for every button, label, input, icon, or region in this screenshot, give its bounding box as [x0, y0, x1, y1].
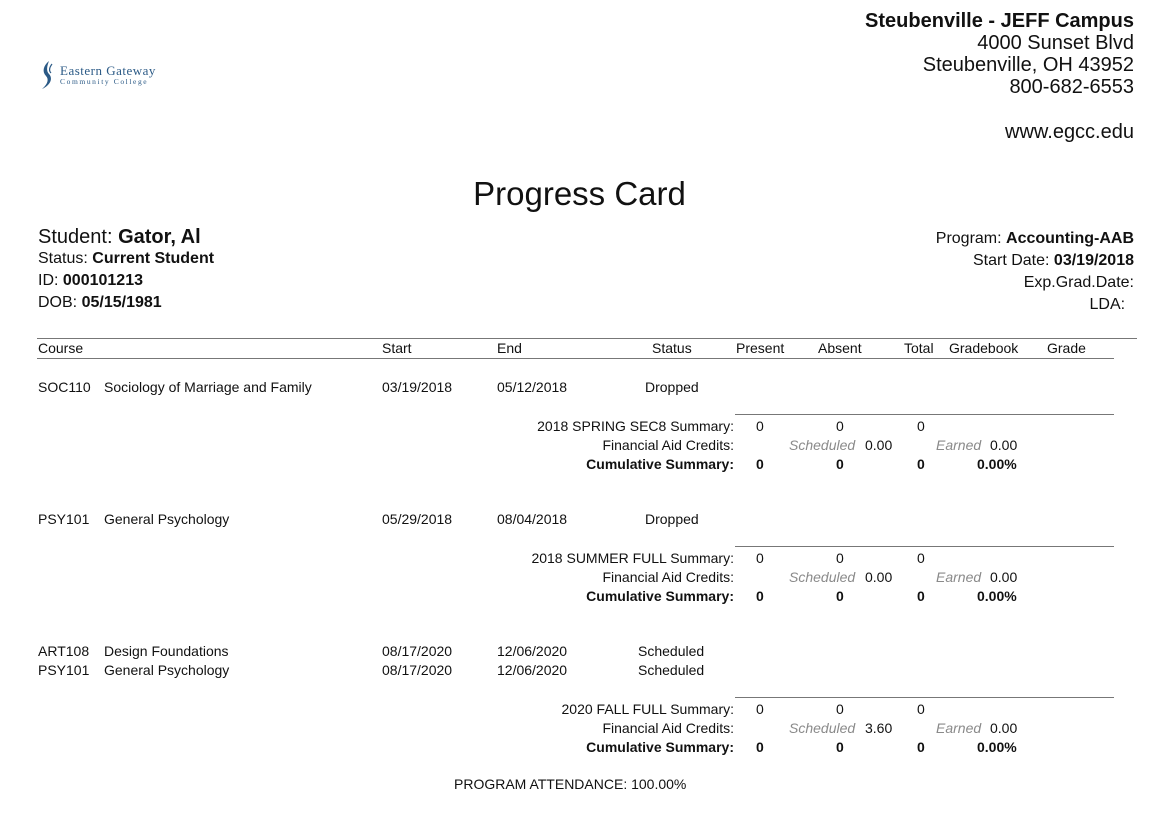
- summary-total: 0: [917, 418, 925, 434]
- course-code: PSY101: [38, 662, 90, 678]
- program-name: Accounting-AAB: [1006, 230, 1134, 247]
- cum-present: 0: [756, 588, 764, 604]
- course-title: General Psychology: [104, 511, 230, 527]
- financial-aid-label: Financial Aid Credits:: [602, 569, 734, 585]
- cum-percent: 0.00%: [977, 456, 1017, 472]
- cumulative-summary-label: Cumulative Summary:: [586, 456, 734, 472]
- cum-present: 0: [756, 456, 764, 472]
- campus-phone: 800-682-6553: [1009, 76, 1134, 98]
- course-status: Scheduled: [638, 643, 705, 659]
- term-summary-label: 2018 SUMMER FULL Summary:: [531, 550, 734, 566]
- financial-aid-label: Financial Aid Credits:: [602, 437, 734, 453]
- start-date-label: Start Date:: [972, 252, 1050, 269]
- campus-address1: 4000 Sunset Blvd: [977, 32, 1134, 54]
- start-date: 03/19/2018: [1053, 252, 1134, 269]
- term-summary-label: 2020 FALL FULL Summary:: [561, 701, 734, 717]
- cum-absent: 0: [836, 739, 844, 755]
- campus-name: Steubenville - JEFF Campus: [865, 10, 1134, 32]
- scheduled-value: 0.00: [865, 569, 893, 585]
- earned-value: 0.00: [990, 569, 1018, 585]
- summary-total: 0: [917, 550, 925, 566]
- course-title: Design Foundations: [104, 643, 229, 659]
- course-start: 08/17/2020: [382, 662, 453, 678]
- student-name-label: Student:: [38, 226, 113, 248]
- course-end: 12/06/2020: [497, 643, 568, 659]
- scheduled-value: 0.00: [865, 437, 893, 453]
- cum-total: 0: [917, 588, 925, 604]
- summary-rule: [735, 697, 1114, 698]
- earned-label: Earned: [936, 437, 982, 453]
- cum-total: 0: [917, 456, 925, 472]
- exp-grad-label: Exp.Grad.Date:: [1023, 274, 1134, 291]
- course-code: SOC110: [38, 379, 91, 395]
- col-grade: Grade: [1047, 340, 1086, 356]
- course-code: ART108: [38, 643, 90, 659]
- col-status: Status: [652, 340, 692, 356]
- scheduled-label: Scheduled: [789, 569, 856, 585]
- course-title: General Psychology: [104, 662, 230, 678]
- student-dob: 05/15/1981: [81, 294, 162, 311]
- course-status: Scheduled: [638, 662, 705, 678]
- earned-label: Earned: [936, 569, 982, 585]
- col-gradebook: Gradebook: [949, 340, 1019, 356]
- col-start: Start: [382, 340, 412, 356]
- scheduled-value: 3.60: [865, 720, 893, 736]
- college-logo: [40, 60, 156, 90]
- program-label: Program:: [935, 230, 1002, 247]
- earned-label: Earned: [936, 720, 982, 736]
- cumulative-summary-label: Cumulative Summary:: [586, 588, 734, 604]
- student-info: [38, 226, 214, 314]
- cum-absent: 0: [836, 456, 844, 472]
- scheduled-label: Scheduled: [789, 437, 856, 453]
- header-bottom-rule: [37, 358, 1114, 359]
- header-top-rule: [37, 338, 1137, 339]
- col-course: Course: [38, 340, 84, 356]
- course-status: Dropped: [645, 379, 699, 395]
- course-end: 08/04/2018: [497, 511, 568, 527]
- student-dob-label: DOB:: [38, 294, 78, 311]
- financial-aid-label: Financial Aid Credits:: [602, 720, 734, 736]
- cum-present: 0: [756, 739, 764, 755]
- summary-present: 0: [756, 550, 764, 566]
- course-status: Dropped: [645, 511, 699, 527]
- lda-label: LDA:: [1089, 296, 1126, 313]
- cum-percent: 0.00%: [977, 588, 1017, 604]
- logo-line2: Community College: [60, 77, 149, 87]
- course-title: Sociology of Marriage and Family: [104, 379, 312, 395]
- program-info: [936, 228, 1134, 316]
- campus-website: www.egcc.edu: [1005, 121, 1134, 143]
- summary-total: 0: [917, 701, 925, 717]
- summary-present: 0: [756, 418, 764, 434]
- student-status-label: Status:: [38, 250, 88, 267]
- program-attendance: PROGRAM ATTENDANCE: 100.00%: [454, 776, 687, 792]
- cum-total: 0: [917, 739, 925, 755]
- student-name: Gator, Al: [118, 226, 201, 248]
- course-end: 05/12/2018: [497, 379, 568, 395]
- logo-line1: Eastern Gateway: [60, 63, 156, 79]
- earned-value: 0.00: [990, 720, 1018, 736]
- cumulative-summary-label: Cumulative Summary:: [586, 739, 734, 755]
- student-id-label: ID:: [38, 272, 59, 289]
- course-start: 05/29/2018: [382, 511, 453, 527]
- term-summary-label: 2018 SPRING SEC8 Summary:: [537, 418, 734, 434]
- summary-absent: 0: [836, 701, 844, 717]
- col-end: End: [497, 340, 522, 356]
- col-present: Present: [736, 340, 785, 356]
- cum-percent: 0.00%: [977, 739, 1017, 755]
- summary-rule: [735, 546, 1114, 547]
- student-id: 000101213: [62, 272, 143, 289]
- summary-absent: 0: [836, 418, 844, 434]
- col-total: Total: [904, 340, 934, 356]
- summary-rule: [735, 414, 1114, 415]
- page-title: Progress Card: [473, 175, 686, 212]
- campus-address2: Steubenville, OH 43952: [922, 54, 1134, 76]
- summary-absent: 0: [836, 550, 844, 566]
- summary-present: 0: [756, 701, 764, 717]
- col-absent: Absent: [818, 340, 862, 356]
- course-end: 12/06/2020: [497, 662, 568, 678]
- student-status: Current Student: [92, 250, 215, 267]
- gator-logo-icon: [40, 60, 54, 90]
- scheduled-label: Scheduled: [789, 720, 856, 736]
- course-start: 08/17/2020: [382, 643, 453, 659]
- cum-absent: 0: [836, 588, 844, 604]
- course-code: PSY101: [38, 511, 90, 527]
- campus-info: [865, 10, 1134, 98]
- course-start: 03/19/2018: [382, 379, 453, 395]
- earned-value: 0.00: [990, 437, 1018, 453]
